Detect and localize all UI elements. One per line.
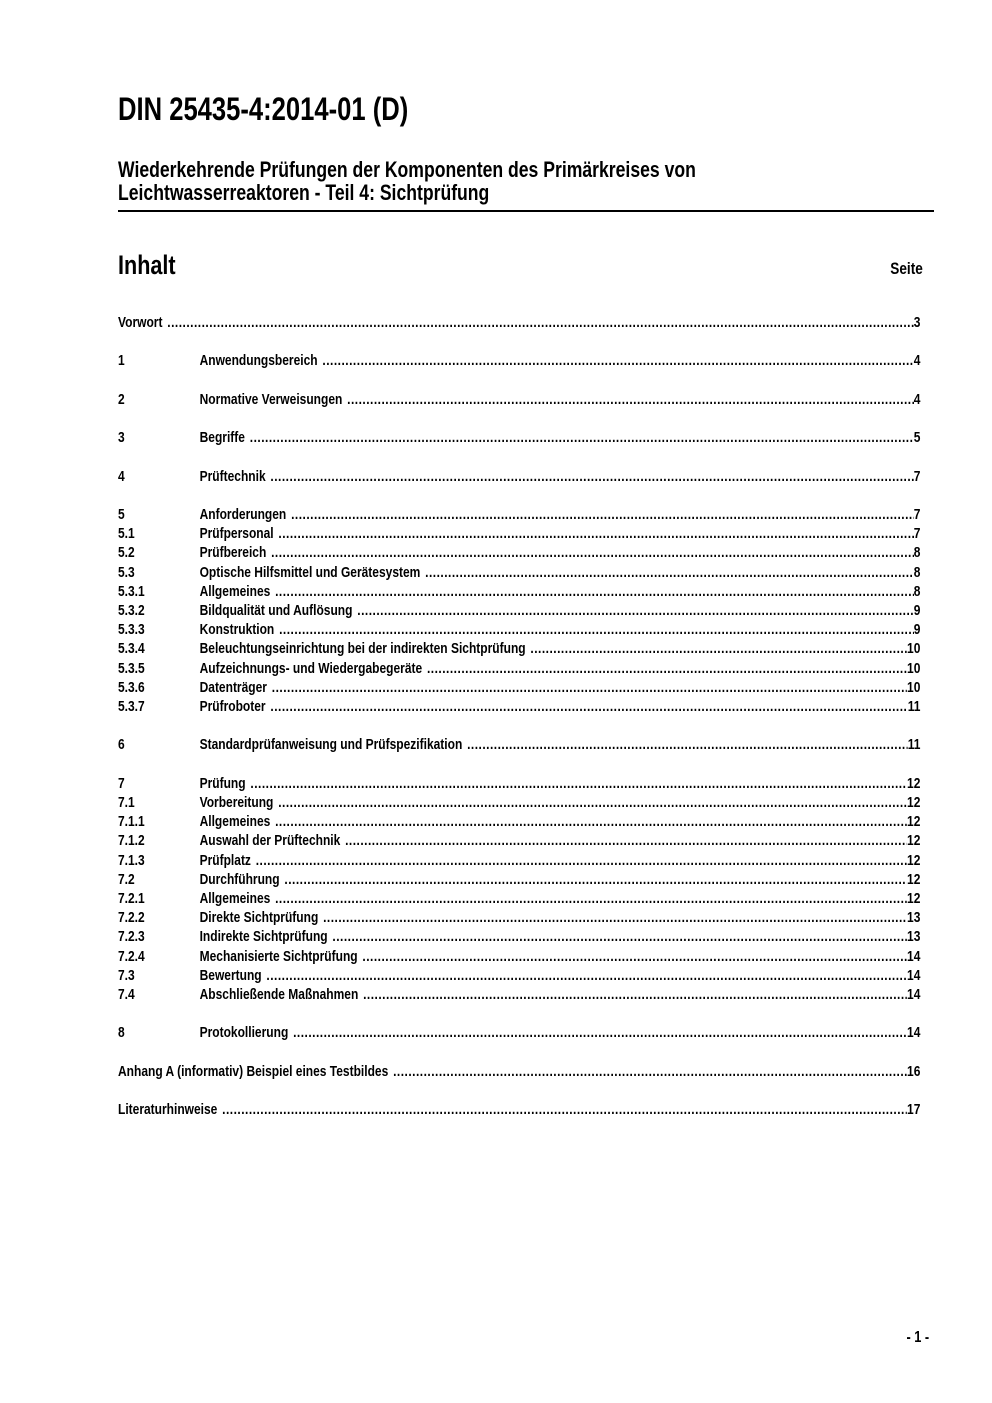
toc-entry-number: 7.2.3 bbox=[118, 928, 145, 946]
toc-entry-number: 6 bbox=[118, 736, 125, 754]
toc-entry-label: Begriffe bbox=[199, 429, 245, 447]
toc-leader-dots bbox=[427, 659, 907, 678]
toc-entry bbox=[118, 985, 934, 1004]
toc-leader-dots bbox=[222, 1100, 907, 1119]
toc-entry-number: 7.1 bbox=[118, 793, 135, 811]
toc-entry-number: 3 bbox=[118, 429, 125, 447]
toc-leader-dots bbox=[167, 313, 913, 332]
toc-entry-label: Anforderungen bbox=[199, 505, 287, 523]
toc-leader-dots bbox=[278, 524, 913, 543]
toc-entry-label: Prüfroboter bbox=[199, 697, 266, 715]
toc-leader-dots bbox=[347, 390, 914, 409]
toc-entry-number: 7.3 bbox=[118, 966, 135, 984]
toc-entry-page: 12 bbox=[907, 851, 921, 869]
toc-list bbox=[118, 313, 934, 1119]
toc-entry-page: 3 bbox=[913, 314, 921, 331]
toc-leader-dots bbox=[345, 831, 907, 850]
toc-entry-page: 11 bbox=[907, 736, 921, 754]
toc-entry bbox=[118, 601, 934, 620]
toc-entry-label: Protokollierung bbox=[199, 1024, 289, 1042]
document-title bbox=[118, 159, 934, 212]
toc-entry-label: Prüfpersonal bbox=[199, 525, 274, 543]
page-column-label: Seite bbox=[890, 259, 923, 278]
toc-entry-label: Direkte Sichtprüfung bbox=[199, 909, 319, 927]
toc-entry-page: 5 bbox=[913, 429, 921, 447]
toc-entry bbox=[118, 966, 934, 985]
toc-entry bbox=[118, 428, 934, 447]
contents-header-row bbox=[118, 250, 934, 280]
toc-entry-page: 7 bbox=[913, 525, 921, 543]
page-number-footer: - 1 - bbox=[906, 1329, 930, 1346]
toc-entry-label: Aufzeichnungs- und Wiedergabegeräte bbox=[199, 659, 423, 677]
toc-entry-page: 12 bbox=[907, 889, 921, 907]
toc-entry bbox=[118, 908, 934, 927]
toc-entry-page: 12 bbox=[907, 813, 921, 831]
toc-entry-page: 8 bbox=[913, 582, 921, 600]
toc-entry-label: Prüftechnik bbox=[199, 467, 266, 485]
toc-leader-dots bbox=[362, 947, 907, 966]
toc-entry-page: 13 bbox=[907, 928, 921, 946]
toc-entry-page: 8 bbox=[913, 563, 921, 581]
toc-entry bbox=[118, 505, 934, 524]
toc-entry bbox=[118, 851, 934, 870]
toc-entry-label: Anwendungsbereich bbox=[199, 352, 318, 370]
toc-entry bbox=[118, 697, 934, 716]
toc-leader-dots bbox=[467, 735, 908, 754]
toc-entry bbox=[118, 889, 934, 908]
document-title-line1: Wiederkehrende Prüfungen der Komponenten des Primärkreises von bbox=[118, 157, 696, 182]
toc-entry-page: 12 bbox=[907, 832, 921, 850]
toc-entry-label: Datenträger bbox=[199, 678, 267, 696]
document-title-line2: Leichtwasserreaktoren - Teil 4: Sichtprüfung bbox=[118, 179, 490, 205]
toc-entry bbox=[118, 524, 934, 543]
toc-entry bbox=[118, 1023, 934, 1042]
toc-leader-dots bbox=[284, 870, 907, 889]
toc-entry-label: Konstruktion bbox=[199, 621, 275, 639]
toc-entry-page: 9 bbox=[913, 621, 921, 639]
toc-leader-dots bbox=[275, 889, 907, 908]
toc-entry-page: 11 bbox=[907, 697, 921, 715]
toc-entry-label: Abschließende Maßnahmen bbox=[199, 986, 359, 1003]
toc-leader-dots bbox=[270, 467, 913, 486]
toc-leader-dots bbox=[250, 428, 914, 447]
contents-heading: Inhalt bbox=[118, 250, 176, 280]
toc-leader-dots bbox=[270, 697, 907, 716]
toc-entry-page: 12 bbox=[907, 793, 921, 811]
toc-entry-number: 5.3.4 bbox=[118, 640, 145, 658]
toc-entry bbox=[118, 927, 934, 946]
toc-entry bbox=[118, 793, 934, 812]
toc-entry-number: 5.3.5 bbox=[118, 659, 145, 677]
toc-entry-number: 5.3.7 bbox=[118, 697, 145, 715]
toc-entry-number: 5.2 bbox=[118, 544, 135, 562]
toc-entry-page: 14 bbox=[907, 947, 921, 965]
toc-entry bbox=[118, 947, 934, 966]
toc-entry-page: 12 bbox=[907, 870, 921, 888]
toc-entry-page: 14 bbox=[907, 1024, 921, 1042]
toc-entry bbox=[118, 812, 934, 831]
toc-leader-dots bbox=[256, 851, 907, 870]
toc-entry-label: Auswahl der Prüftechnik bbox=[199, 832, 341, 850]
toc-entry bbox=[118, 831, 934, 850]
toc-entry bbox=[118, 467, 934, 486]
toc-entry-number: 5.3 bbox=[118, 563, 135, 581]
toc-entry bbox=[118, 351, 934, 370]
document-number: DIN 25435-4:2014-01 (D) bbox=[118, 91, 409, 127]
toc-leader-dots bbox=[278, 793, 907, 812]
toc-entry-number: 5 bbox=[118, 505, 125, 523]
toc-entry-page: 4 bbox=[913, 390, 921, 408]
toc-entry-label: Normative Verweisungen bbox=[199, 390, 343, 408]
toc-entry-label: Mechanisierte Sichtprüfung bbox=[199, 947, 358, 965]
toc-entry-label: Anhang A (informativ) Beispiel eines Testbildes bbox=[118, 1062, 389, 1080]
toc-entry-label: Allgemeines bbox=[199, 889, 271, 907]
toc-entry-number: 7.1.3 bbox=[118, 851, 145, 869]
toc-leader-dots bbox=[530, 639, 907, 658]
toc-leader-dots bbox=[279, 620, 914, 639]
toc-leader-dots bbox=[425, 563, 914, 582]
toc-leader-dots bbox=[275, 812, 907, 831]
toc-entry bbox=[118, 659, 934, 678]
toc-leader-dots bbox=[357, 601, 913, 620]
toc-entry-label: Vorwort bbox=[118, 314, 163, 331]
toc-entry-label: Bildqualität und Auflösung bbox=[199, 601, 353, 619]
toc-entry-page: 17 bbox=[907, 1101, 921, 1119]
toc-entry-page: 12 bbox=[907, 774, 921, 792]
page-content bbox=[118, 0, 934, 1346]
toc-entry-page: 10 bbox=[907, 640, 921, 658]
toc-entry bbox=[118, 735, 934, 754]
toc-entry bbox=[118, 620, 934, 639]
toc-entry-page: 4 bbox=[913, 352, 921, 370]
toc-entry-number: 7.2.2 bbox=[118, 909, 145, 927]
toc-entry-number: 7.1.1 bbox=[118, 813, 145, 831]
toc-entry-label: Indirekte Sichtprüfung bbox=[199, 928, 328, 946]
toc-entry-number: 7.4 bbox=[118, 986, 135, 1003]
toc-leader-dots bbox=[250, 774, 907, 793]
toc-entry-page: 9 bbox=[913, 601, 921, 619]
toc-entry-label: Standardprüfanweisung und Prüfspezifikation bbox=[199, 736, 463, 754]
toc-entry bbox=[118, 390, 934, 409]
toc-entry-page: 14 bbox=[907, 966, 921, 984]
toc-entry-label: Allgemeines bbox=[199, 582, 271, 600]
toc-leader-dots bbox=[291, 505, 914, 524]
toc-entry-label: Allgemeines bbox=[199, 813, 271, 831]
toc-entry-number: 7.2.1 bbox=[118, 889, 145, 907]
toc-entry-label: Prüfung bbox=[199, 774, 246, 792]
toc-entry-page: 10 bbox=[907, 659, 921, 677]
toc-entry-number: 5.3.1 bbox=[118, 582, 145, 600]
toc-leader-dots bbox=[272, 678, 907, 697]
toc-entry bbox=[118, 1062, 934, 1081]
toc-entry-number: 1 bbox=[118, 352, 125, 370]
toc-entry-page: 16 bbox=[907, 1062, 921, 1080]
toc-leader-dots bbox=[275, 582, 914, 601]
toc-leader-dots bbox=[332, 927, 907, 946]
toc-entry-page: 13 bbox=[907, 909, 921, 927]
toc-entry-label: Vorbereitung bbox=[199, 793, 274, 811]
toc-entry-number: 7.1.2 bbox=[118, 832, 145, 850]
toc-entry bbox=[118, 313, 934, 332]
toc-entry-label: Prüfplatz bbox=[199, 851, 251, 869]
toc-leader-dots bbox=[271, 543, 914, 562]
toc-entry-number: 7 bbox=[118, 774, 125, 792]
toc-leader-dots bbox=[363, 985, 907, 1004]
toc-leader-dots bbox=[322, 351, 913, 370]
toc-entry-number: 2 bbox=[118, 390, 125, 408]
toc-leader-dots bbox=[323, 908, 907, 927]
toc-entry-number: 5.3.2 bbox=[118, 601, 145, 619]
toc-leader-dots bbox=[293, 1023, 907, 1042]
toc-leader-dots bbox=[393, 1062, 907, 1081]
toc-entry-number: 8 bbox=[118, 1024, 125, 1042]
toc-entry-number: 7.2.4 bbox=[118, 947, 145, 965]
toc-entry-number: 7.2 bbox=[118, 870, 135, 888]
toc-entry-label: Prüfbereich bbox=[199, 544, 267, 562]
toc-entry-label: Beleuchtungseinrichtung bei der indirekten Sichtprüfung bbox=[199, 640, 526, 658]
toc-entry bbox=[118, 563, 934, 582]
toc-entry-page: 8 bbox=[913, 544, 921, 562]
toc-entry bbox=[118, 870, 934, 889]
toc-entry-number: 5.3.3 bbox=[118, 621, 145, 639]
toc-entry bbox=[118, 678, 934, 697]
toc-entry-page: 7 bbox=[913, 467, 921, 485]
toc-entry-number: 5.3.6 bbox=[118, 678, 145, 696]
toc-entry-label: Bewertung bbox=[199, 966, 262, 984]
toc-entry-number: 5.1 bbox=[118, 525, 135, 543]
toc-entry bbox=[118, 582, 934, 601]
toc-entry-label: Durchführung bbox=[199, 870, 280, 888]
toc-entry-label: Literaturhinweise bbox=[118, 1101, 218, 1119]
toc-entry-page: 14 bbox=[907, 986, 921, 1003]
toc-entry-page: 10 bbox=[907, 678, 921, 696]
toc-leader-dots bbox=[266, 966, 907, 985]
toc-entry bbox=[118, 639, 934, 658]
toc-entry-number: 4 bbox=[118, 467, 125, 485]
toc-entry bbox=[118, 543, 934, 562]
toc-entry-label: Optische Hilfsmittel und Gerätesystem bbox=[199, 563, 421, 581]
toc-entry bbox=[118, 1100, 934, 1119]
toc-entry bbox=[118, 774, 934, 793]
toc-entry-page: 7 bbox=[913, 505, 921, 523]
